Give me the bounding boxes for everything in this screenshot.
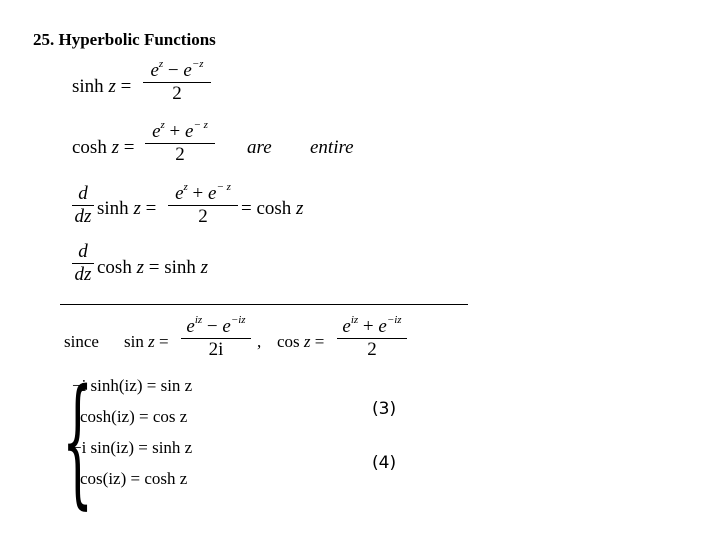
dsinh-rhs: = cosh z: [241, 198, 304, 219]
identity-line-3: −i sin(iz) = sinh z: [72, 438, 193, 457]
sinh-var: z: [108, 76, 116, 97]
sin-fraction: [181, 316, 251, 361]
cosh-lhs: cosh: [72, 137, 107, 158]
cosh-fraction: [145, 121, 215, 166]
cosh-var: z: [111, 137, 119, 158]
separator-comma: ,: [257, 332, 262, 351]
horizontal-divider: [60, 304, 468, 305]
identity-line-1: −i sinh(iz) = sin z: [72, 376, 193, 395]
equation-tag-3: (3): [372, 399, 397, 419]
note-entire: entire: [310, 137, 354, 158]
sin-numerator: $e^{iz} - e^{-iz}$: [186, 314, 246, 337]
dsinh-derivative-operator: d dz: [72, 183, 94, 228]
sinh-fraction: [143, 60, 211, 105]
dcosh-equation: cosh z = sinh z: [97, 257, 209, 278]
equation-tag-4: (4): [372, 453, 397, 473]
cos-lhs: cos z =: [277, 332, 325, 351]
left-brace: {: [62, 360, 94, 523]
note-are: are: [247, 137, 272, 158]
sin-lhs: sin z =: [124, 332, 169, 351]
cos-numerator: $e^{iz} + e^{-iz}$: [342, 314, 402, 337]
cos-denominator: 2: [367, 339, 377, 360]
dcosh-derivative-operator: d dz: [72, 241, 94, 286]
sinh-lhs: sinh: [72, 76, 104, 97]
sinh-denominator: 2: [172, 83, 182, 104]
dsinh-numerator: $e^z + e^{- z}$: [175, 181, 231, 204]
cosh-numerator: $e^z + e^{- z}$: [152, 119, 208, 142]
cos-fraction: [337, 316, 407, 361]
page-title: 25. Hyperbolic Functions: [33, 30, 216, 49]
identity-line-4: cos(iz) = cosh z: [80, 469, 188, 488]
sin-denominator: 2i: [208, 339, 224, 360]
sinh-definition: sinh z =: [72, 76, 132, 97]
cosh-denominator: 2: [175, 144, 185, 165]
cosh-definition: cosh z =: [72, 137, 135, 158]
sinh-numerator: $e^z - e^{-z}$: [150, 58, 204, 81]
identity-line-2: cosh(iz) = cos z: [80, 407, 188, 426]
dsinh-denominator: 2: [198, 206, 208, 227]
dsinh-lhs: sinh z =: [97, 198, 157, 219]
since-word: since: [64, 332, 99, 351]
dsinh-fraction: [168, 183, 238, 228]
